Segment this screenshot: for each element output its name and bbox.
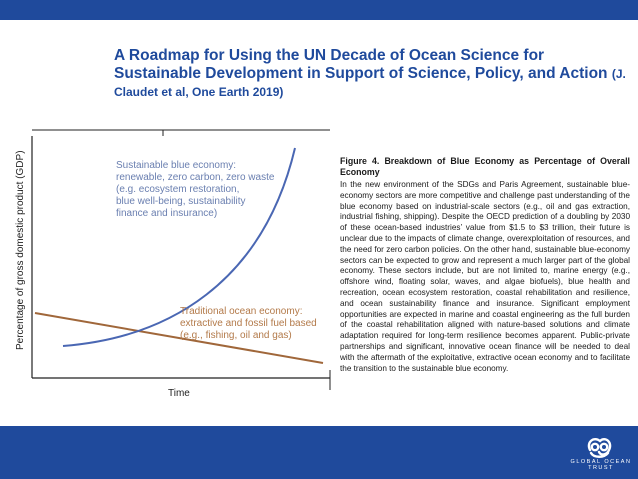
figure-caption	[340, 156, 630, 374]
brown-label-line-1: Traditional ocean economy:	[180, 306, 303, 317]
top-banner	[0, 0, 638, 20]
blue-economy-chart	[8, 128, 338, 400]
blue-label-line-5: finance and insurance)	[116, 208, 218, 219]
slide-title-citation: (J. Claudet et al, One Earth 2019)	[114, 67, 626, 99]
slide-title	[114, 47, 629, 101]
figure-body: In the new environment of the SDGs and Paris Agreement, sustainable blue-economy sectors are more competitive and challenge past understanding of the blue economy based on industrial-scale sectors (e.g., oil and gas extraction, industrial fishing, shipping). Despite the OECD prediction of a doubling by 2030 of these ocean-based industries’ value from $1.5 to $3 trillion, their future is unclear due to the impacts of climate change, overexploitation of resources, and the need for zero carbon policies. On the other hand, sustainable blue-economy sectors can be expected to grow and represent a much larger part of the global economy. These sectors include, but are not limited to, marine energy (e.g., offshore wind, floating solar, waves, and algae biofuels), blue health and recreation, ocean ecosystem restoration, coastal rehabilitation and resilience, and ocean sustainability finance and insurance. Significant employment opportunities are expected in marine and coastal engineering as the full burden of the coastal rehabilitation aligned with nature-based solutions and climate adaptation required for long-term resilience becomes apparent. Public-private partnerships and significant, innovative ocean finance will be needed to deal with the aftermath of the exploitative, extractive ocean economy and to facilitate the transition to the sustainable blue economy.	[340, 180, 630, 373]
traditional-economy-annotation	[180, 306, 317, 341]
bottom-banner	[0, 426, 638, 479]
brown-label-line-2: extractive and fossil fuel based	[180, 318, 317, 329]
sustainable-economy-annotation	[116, 160, 275, 219]
blue-label-line-4: blue well-being, sustainability	[116, 196, 246, 207]
figure-heading: Figure 4. Breakdown of Blue Economy as Percentage of Overall Economy	[340, 156, 630, 177]
slide-title-main: A Roadmap for Using the UN Decade of Ocean Science for Sustainable Development in Support of Science, Policy, and Action	[114, 47, 608, 82]
blue-label-line-2: renewable, zero carbon, zero waste	[116, 172, 275, 183]
x-axis-label: Time	[168, 388, 190, 399]
blue-label-line-3: (e.g. ecosystem restoration,	[116, 184, 240, 195]
logo-wordmark: GLOBAL OCEAN TRUST	[570, 459, 632, 471]
y-axis-label: Percentage of gross domestic product (GDP)	[15, 150, 26, 350]
brown-label-line-3: (e.g., fishing, oil and gas)	[180, 330, 292, 341]
blue-label-line-1: Sustainable blue economy:	[116, 160, 237, 171]
